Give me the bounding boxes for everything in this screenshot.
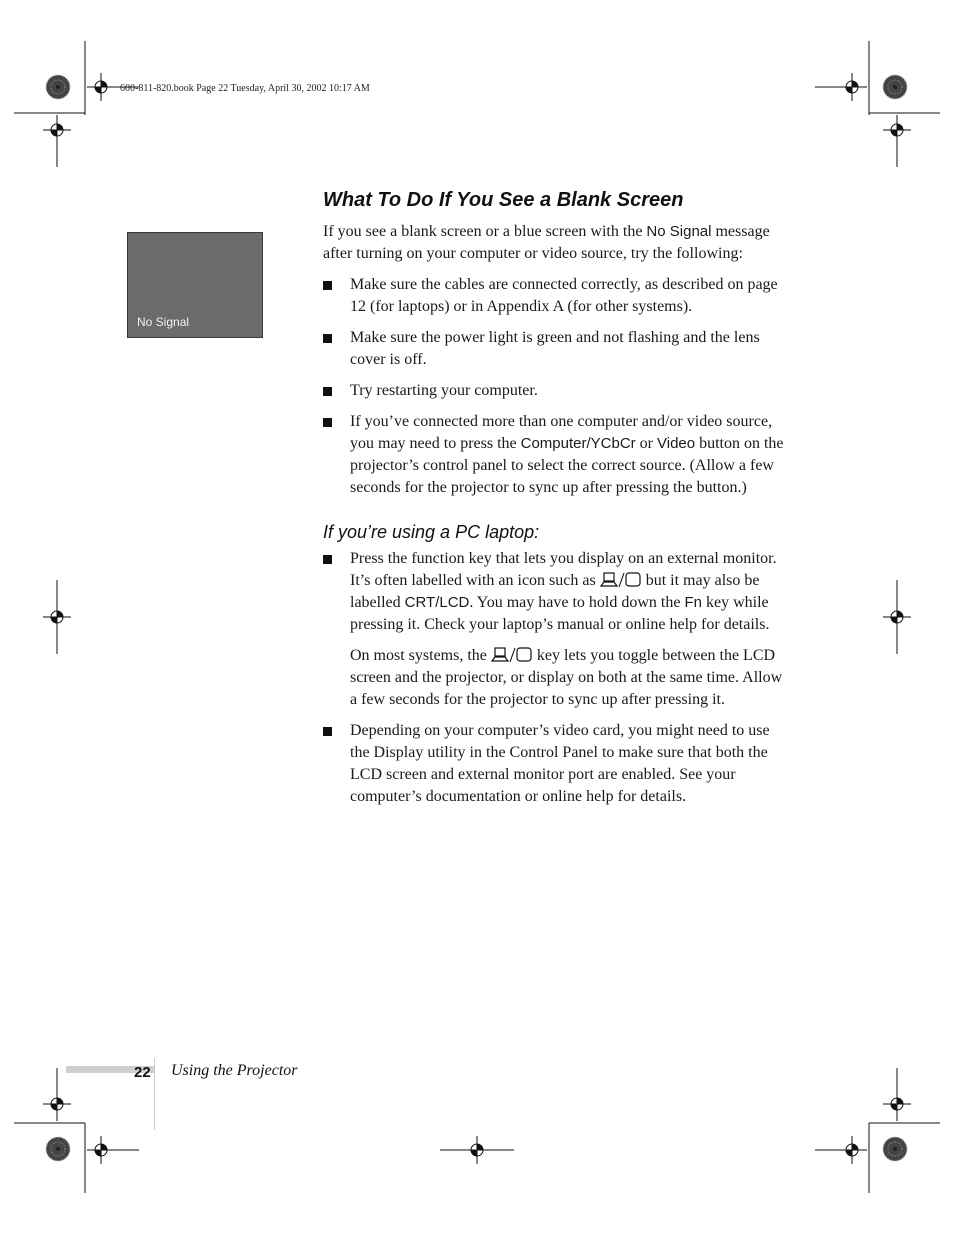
square-bullet-icon [323, 555, 332, 564]
color-target-icon [883, 1137, 907, 1161]
crop-registration-mark-icon [883, 116, 911, 144]
crop-registration-mark-icon [87, 1136, 115, 1164]
ui-term: No Signal [646, 223, 712, 240]
list-item: Make sure the cables are connected correctly, as described on page 12 (for laptops) or in Appendix A (for other systems). [323, 274, 788, 318]
list-item: Depending on your computer’s video card, you might need to use the Display utility in the Control Panel to make sure that both the LCD screen and external monitor port are enabled. See your computer’s documentation or online help for details. [323, 720, 788, 808]
section-subtitle: If you’re using a PC laptop: [323, 522, 540, 542]
list-item: Make sure the power light is green and not flashing and the lens cover is off. [323, 327, 788, 371]
list-item: Try restarting your computer. [323, 380, 788, 402]
laptop-monitor-key-icon [600, 572, 642, 588]
list-item: If you’ve connected more than one computer and/or video source, you may need to press the Computer/YCbCr or Video button on the projector’s control panel to select the correct source. (Allow a few seconds for the projector to sync up after pressing the button.) [323, 411, 788, 499]
square-bullet-icon [323, 418, 332, 427]
color-target-icon [46, 75, 70, 99]
square-bullet-icon [323, 727, 332, 736]
ui-term: Computer/YCbCr [520, 435, 636, 452]
crop-registration-mark-icon [463, 1136, 491, 1164]
page-title: What To Do If You See a Blank Screen [323, 189, 684, 211]
color-target-icon [883, 75, 907, 99]
list-item-text: Press the function key that lets you display on an external monitor. It’s often labelled with an icon such as but it may also be labelled CRT/LCD. You may have to hold down the Fn key while pressing it. Check your laptop’s manual or online help for details. [350, 550, 777, 633]
crop-registration-mark-icon [838, 1136, 866, 1164]
crop-registration-mark-icon [87, 73, 115, 101]
no-signal-screen-illustration [127, 232, 263, 338]
page-number: 22 [134, 1064, 151, 1081]
intro-paragraph: If you see a blank screen or a blue screen with the No Signal message after turning on your computer or video source, try the following: [323, 223, 770, 262]
footer-section-name: Using the Projector [171, 1062, 298, 1079]
ui-term: Video [657, 435, 696, 452]
main-content [323, 221, 788, 817]
crop-registration-mark-icon [883, 1090, 911, 1118]
crop-registration-mark-icon [883, 603, 911, 631]
laptop-list [323, 548, 788, 808]
square-bullet-icon [323, 281, 332, 290]
crop-registration-mark-icon [43, 1090, 71, 1118]
footer-divider [154, 1058, 155, 1130]
crop-registration-mark-icon [43, 603, 71, 631]
crop-registration-mark-icon [838, 73, 866, 101]
book-header: 600-811-820.book Page 22 Tuesday, April 30, 2002 10:17 AM [120, 83, 370, 94]
troubleshooting-list [323, 274, 788, 499]
ui-term: Fn [684, 594, 702, 611]
square-bullet-icon [323, 387, 332, 396]
list-item-subparagraph: On most systems, the key lets you toggle between the LCD screen and the projector, or display on both at the same time. Allow a few seconds for the projector to sync up after pressing it. [350, 647, 783, 708]
ui-term: CRT/LCD [404, 594, 470, 611]
screen-box-label: No Signal [137, 315, 190, 329]
crop-registration-mark-icon [43, 116, 71, 144]
list-item [323, 548, 788, 711]
square-bullet-icon [323, 334, 332, 343]
laptop-monitor-key-icon [491, 647, 533, 663]
color-target-icon [46, 1137, 70, 1161]
